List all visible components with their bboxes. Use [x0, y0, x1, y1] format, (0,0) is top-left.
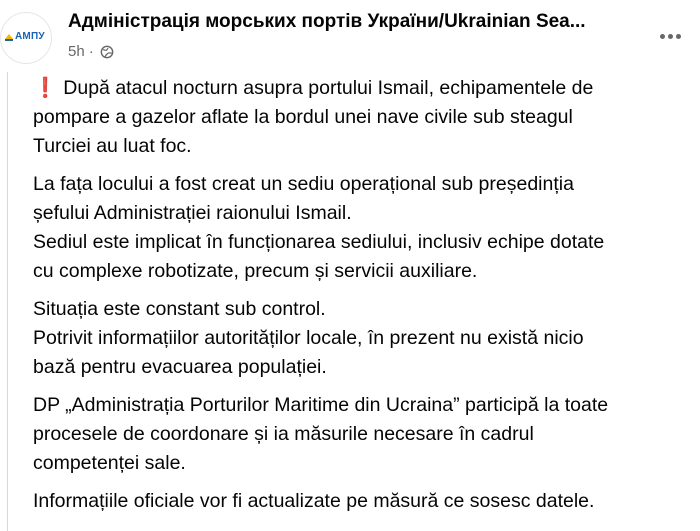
page-avatar[interactable]: [0, 12, 52, 64]
post-paragraph-4: [33, 391, 693, 478]
paragraph-line: șefului Administrației raionului Ismail.: [33, 202, 352, 224]
post-paragraph-5: [33, 487, 693, 516]
left-divider: [7, 72, 8, 531]
paragraph-line: Sediul este implicat în funcționarea sediului, inclusiv echipe dotate: [33, 231, 605, 253]
paragraph-line: La fața locului a fost creat un sediu operațional sub președinția: [33, 173, 574, 195]
red-exclamation-icon: ❗: [33, 77, 58, 99]
post-header: [0, 0, 700, 72]
more-options-dot: [660, 34, 665, 39]
post-body: [33, 74, 693, 525]
paragraph-line: bază pentru evacuarea populației.: [33, 356, 327, 378]
post-paragraph-1: [33, 74, 693, 161]
page-name-link[interactable]: Адміністрація морських портів України/Ukrainian Sea...: [68, 11, 586, 32]
globe-icon[interactable]: [100, 45, 114, 59]
post-paragraph-3: [33, 295, 693, 382]
paragraph-line: Turciei au luat foc.: [33, 135, 192, 157]
logo-mark-icon: [5, 33, 13, 41]
paragraph-line: Situația este constant sub control.: [33, 298, 326, 320]
paragraph-line: După atacul nocturn asupra portului Ismail, echipamentele de: [63, 77, 594, 99]
more-options-dot: [668, 34, 673, 39]
post-timestamp[interactable]: 5h: [68, 43, 85, 60]
paragraph-line: Informațiile oficiale vor fi actualizate pe măsură ce sosesc datele.: [33, 490, 595, 512]
paragraph-line: cu complexe robotizate, precum și servicii auxiliare.: [33, 260, 478, 282]
post-paragraph-2: [33, 170, 693, 286]
paragraph-line: pompare a gazelor aflate la bordul unei nave civile sub steagul: [33, 106, 573, 128]
paragraph-line: DP „Administrația Porturilor Maritime din Ucraina” participă la toate: [33, 394, 609, 416]
paragraph-line: Potrivit informațiilor autorităților locale, în prezent nu există nicio: [33, 327, 584, 349]
meta-separator: ·: [88, 43, 94, 60]
avatar-logo-text: АМПУ: [15, 31, 45, 42]
paragraph-line: procesele de coordonare și ia măsurile necesare în cadrul: [33, 423, 534, 445]
paragraph-line: competenței sale.: [33, 452, 186, 474]
post-meta: [68, 43, 114, 60]
more-options-button[interactable]: [655, 26, 685, 46]
more-options-dot: [676, 34, 681, 39]
